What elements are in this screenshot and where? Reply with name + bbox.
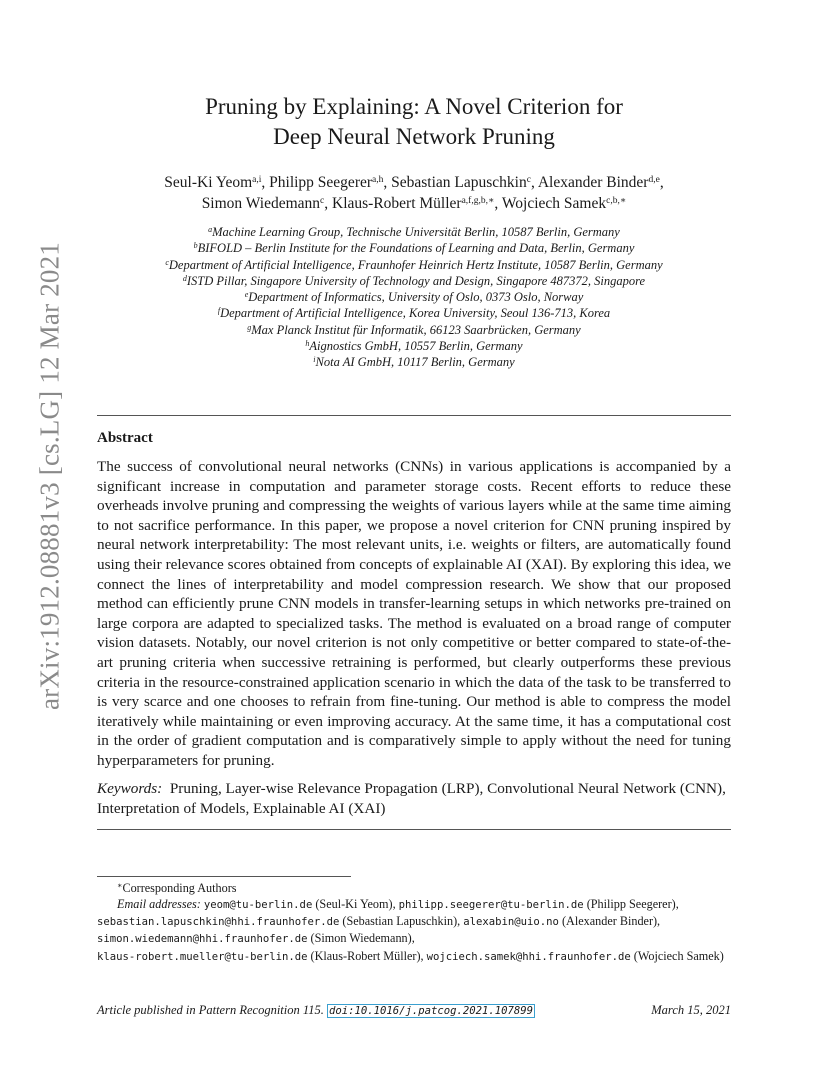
- author-affil-mark: a,f,g,b,∗: [461, 196, 495, 206]
- author-name: Alexander Binder: [537, 174, 649, 191]
- author-affil-mark: a,h: [372, 175, 384, 185]
- email-link[interactable]: klaus-robert.mueller@tu-berlin.de: [97, 950, 308, 963]
- author-line-1: Seul-Ki Yeom$^{a,i}$, Philipp Seegerer$^{a,h}$, Sebastian Lapuschkin$^c$, Alexander Binder$^{d,e}$,: [164, 174, 664, 191]
- affiliation-item: [0, 338, 828, 354]
- keywords-text: Pruning, Layer-wise Relevance Propagation (LRP), Convolutional Neural Network (CNN), Interpretation of Models, Explainable AI (XAI): [97, 780, 726, 817]
- footnote-corresponding-text: Corresponding Authors: [122, 881, 237, 895]
- email-link[interactable]: yeom@tu-berlin.de: [203, 899, 313, 911]
- author-affil-mark: d,e: [648, 175, 660, 185]
- footnote-rule: [97, 876, 351, 877]
- email-link[interactable]: philipp.seegerer@tu-berlin.de: [398, 899, 584, 911]
- email-owner: (Wojciech Samek): [630, 948, 724, 963]
- email-link[interactable]: wojciech.samek@hhi.fraunhofer.de: [426, 950, 631, 963]
- arxiv-stamp-text: arXiv:1912.08881v3 [cs.LG] 12 Mar 2021: [34, 241, 65, 711]
- affiliation-mark: e: [244, 290, 249, 300]
- affiliation-list: [0, 224, 828, 371]
- affiliation-text: ISTD Pillar, Singapore University of Technology and Design, Singapore 487372, Singapore: [186, 273, 646, 288]
- preprint-date: March 15, 2021: [651, 1003, 731, 1017]
- keywords: [97, 779, 731, 819]
- email-owner: (Philipp Seegerer),: [583, 897, 679, 911]
- author-name: Philipp Seegerer: [269, 174, 373, 191]
- keywords-label: Keywords:: [97, 780, 163, 797]
- footnote-corresponding: [97, 880, 731, 896]
- affiliation-item: [0, 257, 828, 273]
- abstract-top-rule: [97, 415, 731, 416]
- abstract-bottom-rule: [97, 829, 731, 830]
- publication-note: Article published in Pattern Recognition 115.: [97, 1003, 324, 1017]
- title-line-2: Deep Neural Network Pruning: [273, 124, 555, 149]
- affiliation-text: Department of Artificial Intelligence, Fraunhofer Heinrich Hertz Institute, 10587 Berlin, Germany: [168, 257, 663, 272]
- affiliation-text: Aignostics GmbH, 10557 Berlin, Germany: [309, 339, 523, 354]
- affiliation-item: [0, 305, 828, 321]
- abstract-heading: Abstract: [97, 430, 153, 446]
- affiliation-item: [0, 224, 828, 240]
- affiliation-text: Max Planck Institut für Informatik, 66123 Saarbrücken, Germany: [251, 322, 581, 337]
- affiliation-item: [0, 322, 828, 338]
- affiliation-mark: d: [182, 273, 187, 283]
- affiliation-item: [0, 240, 828, 256]
- page-footer: [97, 1003, 731, 1018]
- email-link[interactable]: alexabin@uio.no: [463, 916, 559, 929]
- affiliation-text: Machine Learning Group, Technische Universität Berlin, 10587 Berlin, Germany: [212, 225, 620, 239]
- author-name: Klaus-Robert Müller: [332, 195, 462, 212]
- affiliation-item: [0, 273, 828, 289]
- footnote-mark: ∗: [117, 881, 123, 890]
- affiliation-mark: f: [217, 306, 221, 316]
- author-affil-mark: c,b,∗: [606, 196, 627, 206]
- title-line-1: Pruning by Explaining: A Novel Criterion for: [205, 94, 623, 119]
- email-link[interactable]: sebastian.lapuschkin@hhi.fraunhofer.de: [97, 916, 340, 929]
- author-line-2: Simon Wiedemann$^c$, Klaus-Robert Müller$^{a,f,g,b,∗}$, Wojciech Samek$^{c,b,∗}$: [201, 195, 627, 212]
- affiliation-mark: h: [305, 339, 310, 349]
- author-name: Wojciech Samek: [501, 195, 607, 212]
- affiliation-item: [0, 289, 828, 305]
- affiliation-item: [0, 354, 828, 370]
- author-affil-mark: a,i: [252, 175, 262, 185]
- affiliation-mark: a: [208, 225, 213, 234]
- affiliation-text: Department of Informatics, University of Oslo, 0373 Oslo, Norway: [248, 290, 584, 305]
- footnote-emails: [97, 896, 731, 965]
- affiliation-mark: g: [247, 322, 252, 332]
- author-name: Seul-Ki Yeom: [164, 174, 253, 191]
- affiliation-text: Department of Artificial Intelligence, Korea University, Seoul 136-713, Korea: [220, 306, 611, 321]
- email-owner: (Alexander Binder),: [558, 914, 661, 929]
- author-list: [0, 172, 828, 214]
- author-affil-mark: c: [526, 175, 531, 185]
- doi-link[interactable]: doi:10.1016/j.patcog.2021.107899: [328, 1005, 534, 1017]
- email-label: Email addresses:: [117, 897, 201, 911]
- affiliation-mark: b: [193, 241, 198, 251]
- email-owner: (Simon Wiedemann),: [307, 931, 415, 946]
- email-owner: (Klaus-Robert Müller),: [307, 948, 427, 963]
- author-affil-mark: c: [320, 196, 325, 206]
- author-name: Simon Wiedemann: [201, 195, 321, 212]
- email-link[interactable]: simon.wiedemann@hhi.fraunhofer.de: [97, 933, 308, 946]
- affiliation-mark: c: [165, 257, 169, 267]
- affiliation-mark: i: [313, 355, 316, 365]
- email-owner: (Seul-Ki Yeom),: [312, 897, 399, 911]
- abstract-text: The success of convolutional neural networks (CNNs) in various applications is accompanied by a significant increase in computation and parameter storage costs. Recent efforts to reduce these overheads involve pruning and compressing the weights of various layers while at the same time aiming to not sacrifice performance. In this paper, we propose a novel criterion for CNN pruning inspired by neural network interpretability: The most relevant units, i.e. weights or filters, are automatically found using their relevance scores obtained from concepts of explainable AI (XAI). By exploring this idea, we connect the lines of interpretability and model compression research. We show that our proposed method can efficiently prune CNN models in transfer-learning setups in which networks pre-trained on large corpora are adapted to specialized tasks. The method is evaluated on a broad range of computer vision datasets. Notably, our novel criterion is not only competitive or better compared to state-of-the-art pruning criteria when successive retraining is performed, but clearly outperforms these previous criteria in the resource-constrained application scenario in which the data of the task to be transferred to is very scarce and one chooses to refrain from fine-tuning. Our method is able to compress the model iteratively while maintaining or even improving accuracy. At the same time, it has a computational cost in the order of gradient computation and is comparatively simple to apply without the need for tuning hyperparameters for pruning.: [97, 458, 731, 769]
- affiliation-text: BIFOLD – Berlin Institute for the Foundations of Learning and Data, Berlin, Germany: [197, 241, 635, 256]
- paper-title: [0, 92, 828, 152]
- author-name: Sebastian Lapuschkin: [391, 174, 527, 191]
- email-owner: (Sebastian Lapuschkin),: [339, 914, 464, 929]
- affiliation-text: Nota AI GmbH, 10117 Berlin, Germany: [315, 355, 515, 370]
